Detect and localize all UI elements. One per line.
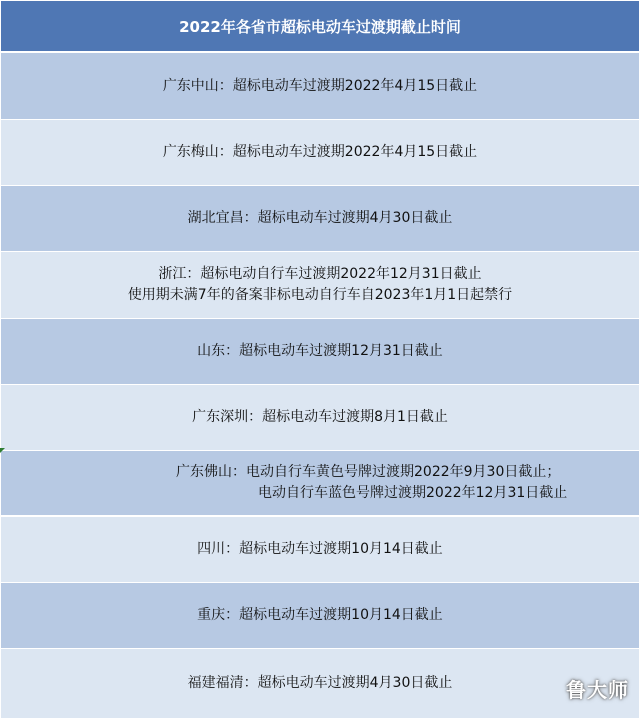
row-text: 广东中山：超标电动车过渡期2022年4月15日截止 — [162, 77, 478, 94]
table-row — [1, 582, 639, 648]
table-row — [1, 450, 639, 515]
row-text: 使用期未满7年的备案非标电动自行车自2023年1月1日起禁行 — [127, 287, 513, 303]
table-row — [1, 119, 639, 185]
cell-comment-marker — [0, 448, 5, 453]
row-text: 山东：超标电动车过渡期12月31日截止 — [197, 343, 443, 359]
row-text: 四川：超标电动车过渡期10月14日截止 — [197, 541, 443, 557]
table-title: 2022年各省市超标电动车过渡期截止时间 — [1, 1, 639, 51]
table-row — [1, 648, 639, 718]
watermark: 鲁大师 — [566, 678, 629, 702]
table-row — [1, 318, 639, 384]
row-text: 广东梅山：超标电动车过渡期2022年4月15日截止 — [162, 144, 478, 160]
table-row — [1, 52, 639, 119]
row-text: 电动自行车蓝色号牌过渡期2022年12月31日截止 — [258, 485, 568, 501]
row-text: 广东深圳：超标电动车过渡期8月1日截止 — [192, 409, 448, 425]
row-text: 浙江：超标电动自行车过渡期2022年12月31日截止 — [158, 266, 482, 282]
row-text: 湖北宜昌：超标电动车过渡期4月30日截止 — [187, 210, 453, 226]
row-text: 重庆：超标电动车过渡期10月14日截止 — [197, 607, 443, 623]
row-text: 福建福清：超标电动车过渡期4月30日截止 — [187, 675, 453, 691]
table-row — [1, 516, 639, 582]
table-row — [1, 185, 639, 251]
table-row — [1, 251, 639, 318]
row-text: 广东佛山：电动自行车黄色号牌过渡期2022年9月30日截止； — [176, 464, 561, 480]
table-row — [1, 384, 639, 450]
